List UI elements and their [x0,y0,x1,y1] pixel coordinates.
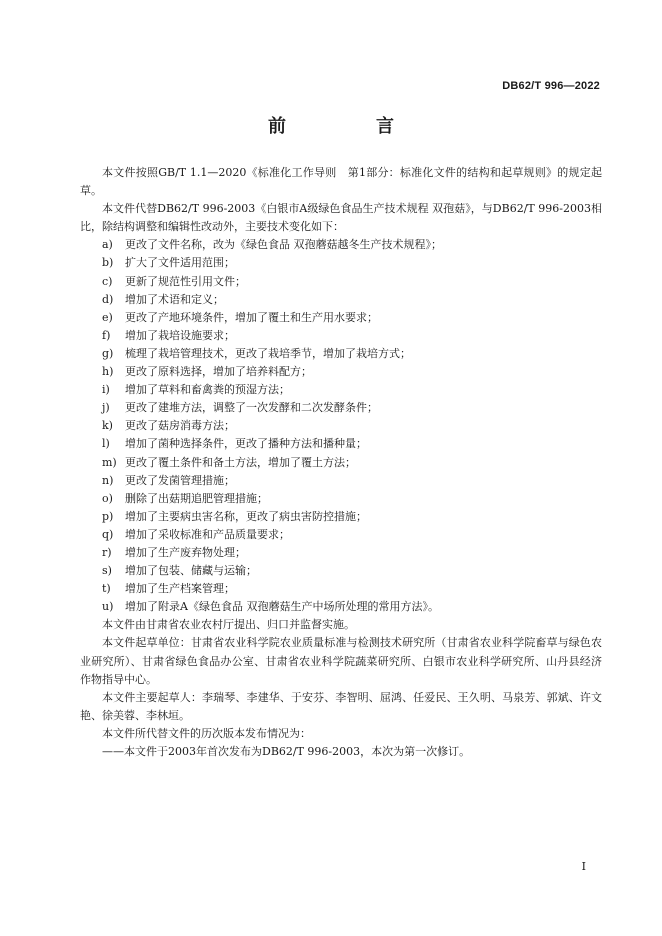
list-item-marker: m) [102,455,117,469]
list-item-text: 增加了生产废弃物处理； [125,545,246,559]
outro-paragraph: 本文件主要起草人：李瑞琴、李建华、于安芬、李智明、屈鸿、任爱民、王久明、马泉芳、郭斌、许文艳、徐美蓉、李林垣。 [80,690,602,722]
list-item-text: 增加了采收标准和产品质量要求； [125,527,290,541]
history-note: ——本文件于2003年首次发布为DB62/T 996-2003，本次为第一次修订。 [102,745,471,758]
list-item [80,399,602,417]
list-item-marker: b) [102,256,114,270]
list-item [80,490,602,508]
list-item-marker: f) [102,328,111,342]
list-item-text: 增加了草料和畜禽粪的预湿方法； [125,383,290,397]
list-item [80,309,602,327]
list-item-text: 增加了包装、储藏与运输； [125,564,257,578]
list-item-text: 梳理了栽培管理技术，更改了栽培季节，增加了栽培方式； [125,346,411,360]
list-item-text: 更改了产地环境条件，增加了覆土和生产用水要求； [125,310,378,324]
list-item-marker: u) [102,600,114,614]
list-item-text: 增加了术语和定义； [125,292,224,306]
list-item-text: 更改了文件名称，改为《绿色食品 双孢蘑菇越冬生产技术规程》； [125,238,442,252]
list-item [80,580,602,598]
list-item-marker: t) [102,582,111,596]
page-number: I [581,860,586,873]
list-item-text: 删除了出菇期追肥管理措施； [125,491,268,505]
list-item [80,562,602,580]
changes-list [80,236,602,616]
list-item-text: 更改了建堆方法，调整了一次发酵和二次发酵条件； [125,401,378,415]
intro-paragraph: 本文件按照GB/T 1.1—2020《标准化工作导则 第1部分：标准化文件的结构和起草规则》的规定起草。 [80,166,602,198]
outro-section [80,616,602,743]
list-item [80,254,602,272]
list-item-marker: e) [102,310,113,324]
list-item-text: 增加了栽培设施要求； [125,328,235,342]
list-item [80,273,602,291]
list-item [80,598,602,616]
list-item-marker: i) [102,383,110,397]
document-body [80,164,602,761]
list-item-text: 更改了发菌管理措施； [125,473,235,487]
list-item-marker: s) [102,564,112,578]
list-item-text: 增加了附录A《绿色食品 双孢蘑菇生产中场所处理的常用方法》。 [125,600,439,614]
list-item-marker: n) [102,473,114,487]
outro-paragraph: 本文件由甘肃省农业农村厅提出、归口并监督实施。 [102,618,355,632]
list-item [80,345,602,363]
list-item-marker: k) [102,419,113,433]
list-item-marker: d) [102,292,114,306]
list-item-text: 更改了覆土条件和备土方法，增加了覆土方法； [125,455,356,469]
list-item-text: 更改了菇房消毒方法； [125,419,235,433]
list-item-text: 增加了生产档案管理； [125,582,235,596]
list-item-marker: o) [102,491,113,505]
list-item [80,417,602,435]
list-item-text: 增加了主要病虫害名称，更改了病虫害防控措施； [125,509,367,523]
standard-code: DB62/T 996—2022 [502,80,600,92]
intro-section [80,164,602,236]
list-item-text: 增加了菌种选择条件，更改了播种方法和播种量； [125,437,367,451]
intro-paragraph: 本文件代替DB62/T 996-2003《白银市A级绿色食品生产技术规程 双孢菇》，与DB62/T 996-2003相比，除结构调整和编辑性改动外，主要技术变化如下： [80,202,602,234]
list-item-marker: r) [102,545,112,559]
list-item [80,291,602,309]
list-item-marker: c) [102,274,113,288]
outro-paragraph: 本文件所代替文件的历次版本发布情况为： [102,726,311,740]
list-item-marker: q) [102,527,114,541]
page-title: 前 言 [268,116,430,137]
list-item-text: 更新了规范性引用文件； [125,274,246,288]
list-item [80,381,602,399]
list-item [80,236,602,254]
list-item [80,472,602,490]
list-item [80,435,602,453]
list-item-marker: h) [102,365,114,379]
list-item-marker: g) [102,346,114,360]
list-item [80,363,602,381]
list-item [80,508,602,526]
list-item [80,544,602,562]
list-item-marker: j) [102,401,110,415]
list-item-marker: l) [102,437,110,451]
list-item-marker: a) [102,238,113,252]
outro-paragraph: 本文件起草单位：甘肃省农业科学院农业质量标准与检测技术研究所（甘肃省农业科学院畜草与绿色农业研究所）、甘肃省绿色食品办公室、甘肃省农业科学院蔬菜研究所、白银市农业科学研究所、山丹县经济作物指导中心。 [80,636,602,686]
list-item-text: 更改了原料选择，增加了培养料配方； [125,365,312,379]
list-item-text: 扩大了文件适用范围； [125,256,235,270]
list-item [80,454,602,472]
list-item [80,526,602,544]
list-item-marker: p) [102,509,114,523]
list-item [80,327,602,345]
